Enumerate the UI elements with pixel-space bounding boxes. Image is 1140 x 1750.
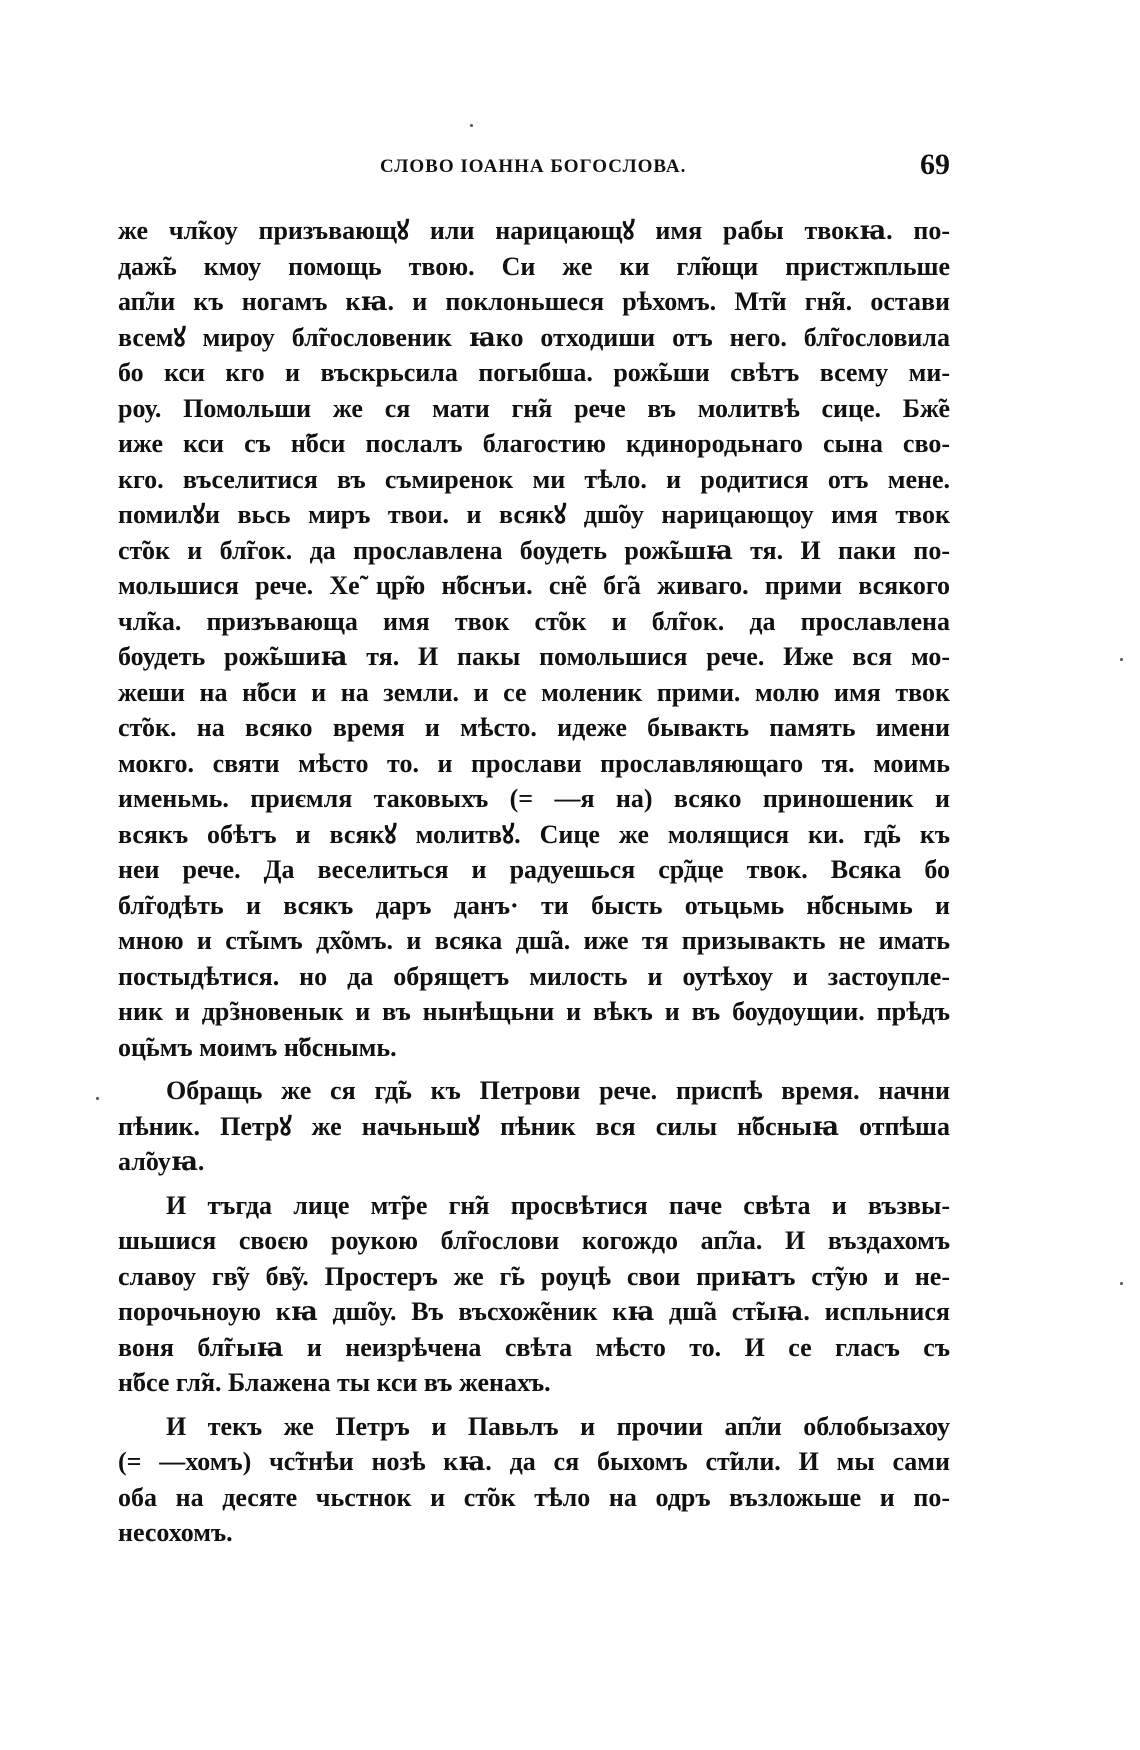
text-line: мною и ст̃ымъ дх̃омъ. и всяка дш̃а. иже тя призывакть не имать — [118, 926, 950, 955]
paragraph-4 — [118, 1409, 950, 1551]
text-line: мольшися рече. Хе̃ цр̃ю н̃бснъи. сн̃е бг̃а живаго. прими всякого — [118, 571, 950, 600]
text-line: Обращь же ся гд̃ь къ Петрови рече. приспѣ время. начни — [166, 1076, 950, 1105]
text-line: И тъгда лице мт̃ре гн̃я просвѣтися паче свѣта и възвы- — [166, 1190, 950, 1220]
text-line: всякъ обѣтъ и всякꙋ молитвꙋ. Сице же молящися ки. гд̃ь къ — [118, 819, 950, 849]
text-line: (= —хомъ) чс̃тнѣи нозѣ кꙗ. да ся быхомъ ст̃или. И мы сами — [118, 1447, 950, 1476]
text-line: ник и др̃зновенык и въ нынѣщьни и вѣкъ и въ боудоущии. прѣдъ — [118, 997, 950, 1026]
body-text — [118, 213, 950, 1551]
text-line: н̃бсе гл̃я. Блажена ты кси въ женахъ. — [118, 1368, 551, 1397]
text-line: ап̃ли къ ногамъ кꙗ. и поклоньшеся рѣхомъ. Мт̃и гн̃я. остави — [118, 287, 950, 316]
text-line: боудеть рож̃ьшиꙗ тя. И пакы помольшися рече. Иже вся мо- — [118, 642, 950, 671]
text-line: бо кси кго и въскрьсила погыбша. рож̃ьши свѣтъ всему ми- — [118, 358, 950, 387]
text-line: помилꙋи вьсь миръ твои. и всякꙋ дш̃оу нарицающоу имя твок — [118, 500, 950, 529]
text-line: мокго. святи мѣсто то. и прослави прославляющаго тя. моимь — [118, 748, 950, 778]
text-line: пѣник. Петрꙋ же начьньшꙋ пѣник вся силы н̃бсныꙗ отпѣша — [118, 1111, 950, 1141]
margin-speck — [1120, 658, 1123, 661]
margin-speck — [470, 124, 473, 127]
text-line: всемꙋ мироу бл̃гословеник ꙗко отходиши отъ него. бл̃гословила — [118, 322, 950, 352]
text-line: ст̃ок и бл̃гок. да прославлена боудеть рож̃ьшꙗ тя. И паки по- — [118, 535, 950, 565]
text-line: оц̃ьмъ моимъ н̃бснымь. — [118, 1032, 397, 1062]
text-line: ст̃ок. на всяко время и мѣсто. идеже бывакть память имени — [118, 713, 950, 742]
text-line: воня бл̃гыꙗ и неизрѣчена свѣта мѣсто то. И се гласъ съ — [118, 1332, 950, 1362]
running-title: СЛОВО ІОАННА БОГОСЛОВА. — [380, 156, 687, 177]
text-line: порочьноую кꙗ дш̃оу. Въ въсхож̃еник кꙗ дш̃а ст̃ыꙗ. испльнися — [118, 1297, 950, 1326]
text-line: неи рече. Да веселиться и радуешься ср̃дце твок. Всяка бо — [118, 855, 950, 884]
paragraph-3 — [118, 1188, 950, 1401]
text-line: славоу гв̃у бв̃у. Простеръ же г̃ь роуцѣ свои приꙗтъ ст̃ую и не- — [118, 1261, 950, 1291]
text-line: И текъ же Петръ и Павьлъ и прочии ап̃ли облобызахоу — [166, 1411, 950, 1441]
text-line: оба на десяте чьстнок и ст̃ок тѣло на одръ възложьше и по- — [118, 1482, 950, 1512]
text-line: роу. Помольши же ся мати гн̃я рече въ молитвѣ сице. Бж̃е — [118, 393, 950, 423]
text-line: бл̃годѣть и всякъ даръ данъ· ти бысть отьцьмь н̃бснымь и — [118, 890, 950, 920]
text-line: же чл̃коу призъвающꙋ или нарицающꙋ имя рабы твокꙗ. по- — [118, 216, 950, 245]
paragraph-2 — [118, 1073, 950, 1180]
text-line: даж̃ь кмоу помощь твою. Си же ки гл̃ющи пристжпльше — [118, 251, 950, 281]
text-line: постыдѣтися. но да обрящетъ милость и оутѣхоу и застоупле- — [118, 961, 950, 991]
text-line: кго. въселитися въ съмиренок ми тѣло. и родитися отъ мене. — [118, 464, 950, 494]
margin-speck — [1120, 1282, 1123, 1285]
text-line: жеши на н̃бси и на земли. и се моленик прими. молю имя твок — [118, 677, 950, 707]
text-line: чл̃ка. призъвающа имя твок ст̃ок и бл̃гок. да прославлена — [118, 606, 950, 636]
text-line: именьмь. приємля таковыхъ (= —я на) всяко приношеник и — [118, 784, 950, 813]
page-number: 69 — [920, 148, 950, 181]
text-line: несохомъ. — [118, 1518, 233, 1547]
text-line: шьшися своєю роукою бл̃гослови когождо ап̃ла. И въздахомъ — [118, 1226, 950, 1255]
text-line: ал̃оуꙗ. — [118, 1147, 205, 1176]
paragraph-1 — [118, 213, 950, 1065]
margin-speck — [96, 1097, 99, 1100]
running-head — [120, 148, 950, 188]
text-line: иже кси съ н̃бси послалъ благостию кдинородьнаго сына сво- — [118, 429, 950, 458]
